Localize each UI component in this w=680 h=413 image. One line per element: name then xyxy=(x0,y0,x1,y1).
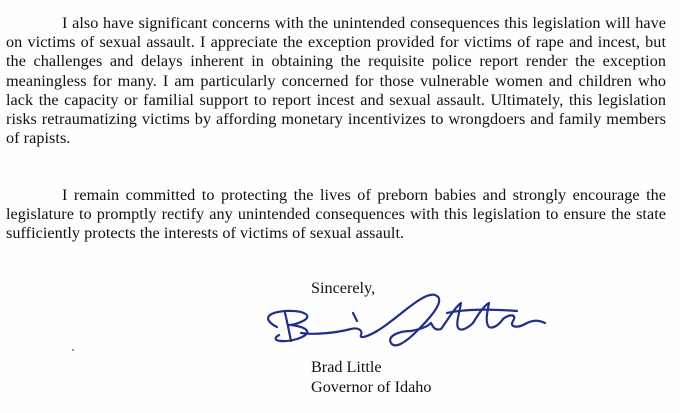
signer-title: Governor of Idaho xyxy=(311,378,432,396)
letter-paragraph-concerns: I also have significant concerns with the unintended consequences this legislation will have on victims of sexual assault. I appreciate the exception provided for victims of rape and incest, but the challenges and delays inherent in obtaining the requisite police report render the exception meaningless for many. I am particularly concerned for those vulnerable women and children who lack the capacity or familial support to report incest and sexual assault. Ultimately, this legislation risks retraumatizing victims by affording monetary incentivizes to wrongdoers and family members of rapists. xyxy=(6,14,666,148)
signer-name: Brad Little xyxy=(311,358,382,376)
letter-paragraph-commitment: I remain committed to protecting the lives of preborn babies and strongly encourage the legislature to promptly rectify any unintended consequences with this legislation to ensure the state sufficiently protects the interests of victims of sexual assault. xyxy=(6,186,666,243)
letter-closing: Sincerely, xyxy=(311,279,376,297)
handwritten-signature xyxy=(255,283,555,363)
scan-speck xyxy=(72,349,74,351)
